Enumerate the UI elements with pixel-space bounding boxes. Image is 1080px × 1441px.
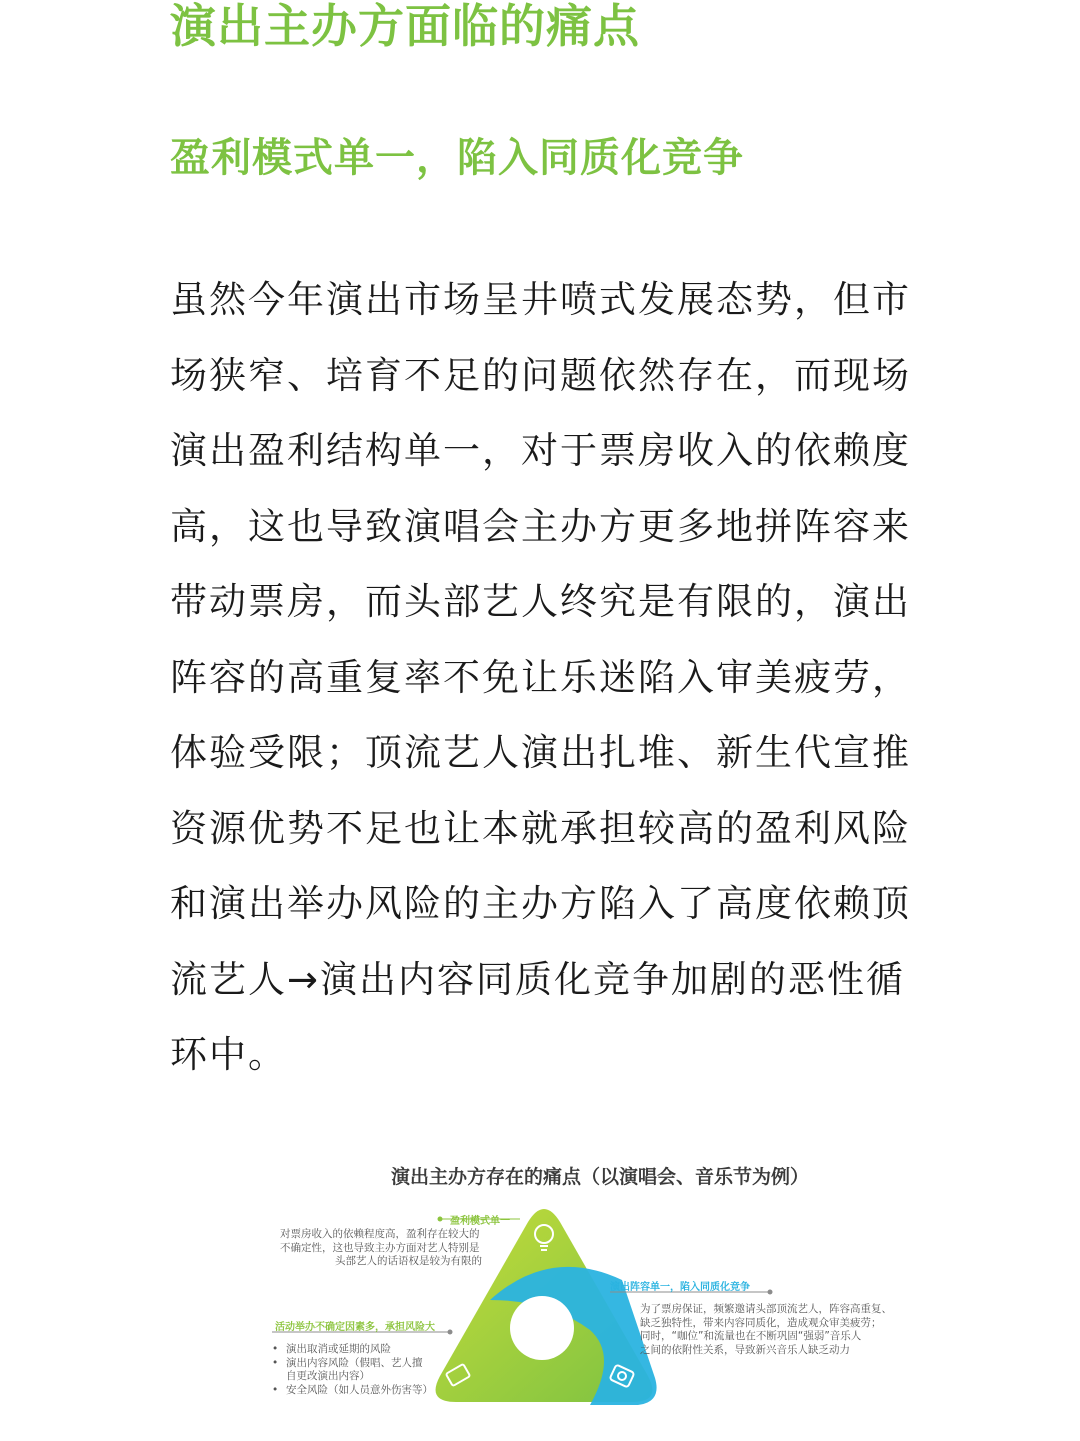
figure-title: 演出主办方存在的痛点（以演唱会、音乐节为例） bbox=[390, 1166, 809, 1188]
body-paragraph bbox=[170, 262, 930, 1093]
triangle-diagram bbox=[250, 1150, 930, 1441]
list-item: • 安全风险（如人员意外伤害等） bbox=[272, 1384, 433, 1398]
figure-text-line: 缺乏独特性，带来内容同质化，造成观众审美疲劳； bbox=[640, 1316, 882, 1329]
figure-text-line: 不确定性，这也导致主办方面对艺人特别是 bbox=[280, 1241, 480, 1254]
list-item: • 演出内容风险（假唱、艺人擅 bbox=[272, 1357, 433, 1371]
paragraph-line: 环中。 bbox=[170, 1033, 287, 1076]
label-risk: 活动举办不确定因素多，承担风险大 bbox=[275, 1322, 435, 1333]
figure-text-line: 同时，“咖位”和流量也在不断巩固“强弱”音乐人 bbox=[640, 1330, 862, 1342]
paragraph-line: 阵容的高重复率不免让乐迷陷入审美疲劳， bbox=[170, 655, 911, 699]
paragraph-line: 高，这也导致演唱会主办方更多地拼阵容来 bbox=[170, 504, 911, 548]
page-heading: 演出主办方面临的痛点 bbox=[170, 0, 640, 53]
list-item-continuation: 自更改演出内容） bbox=[286, 1370, 370, 1382]
paragraph-line: 体验受限；顶流艺人演出扎堆、新生代宣推 bbox=[170, 731, 911, 774]
paragraph-line: 场狭窄、培育不足的问题依然存在，而现场 bbox=[170, 353, 911, 397]
risk-bullets bbox=[272, 1343, 433, 1397]
figure-text-line: 头部艺人的话语权是较为有限的 bbox=[335, 1255, 482, 1267]
label-profit-model: 盈利模式单一 bbox=[450, 1216, 510, 1227]
paragraph-line: 资源优势不足也让本就承担较高的盈利风险 bbox=[170, 806, 911, 850]
paragraph-line: 流艺人→演出内容同质化竞争加剧的恶性循 bbox=[170, 957, 906, 1001]
figure-text-line: 对票房收入的依赖程度高，盈利存在较大的 bbox=[280, 1228, 480, 1240]
figure-text-line: 为了票房保证，频繁邀请头部顶流艺人，阵容高重复、 bbox=[640, 1303, 892, 1315]
label-lineup: 演出阵容单一，陷入同质化竞争 bbox=[610, 1282, 750, 1293]
text-lineup bbox=[640, 1303, 892, 1357]
section-subheading: 盈利模式单一，陷入同质化竞争 bbox=[170, 135, 744, 181]
paragraph-line: 和演出举办风险的主办方陷入了高度依赖顶 bbox=[170, 882, 911, 925]
paragraph-line: 带动票房，而头部艺人终究是有限的，演出 bbox=[170, 580, 911, 623]
text-profit-model bbox=[280, 1228, 482, 1269]
pain-points-figure bbox=[250, 1150, 930, 1441]
center-circle bbox=[510, 1296, 574, 1360]
paragraph-line: 虽然今年演出市场呈井喷式发展态势，但市 bbox=[170, 278, 911, 321]
figure-text-line: 之间的依附性关系，导致新兴音乐人缺乏动力 bbox=[640, 1343, 850, 1356]
list-item: • 演出取消或延期的风险 bbox=[272, 1343, 433, 1357]
paragraph-line: 演出盈利结构单一，对于票房收入的依赖度 bbox=[170, 429, 911, 472]
